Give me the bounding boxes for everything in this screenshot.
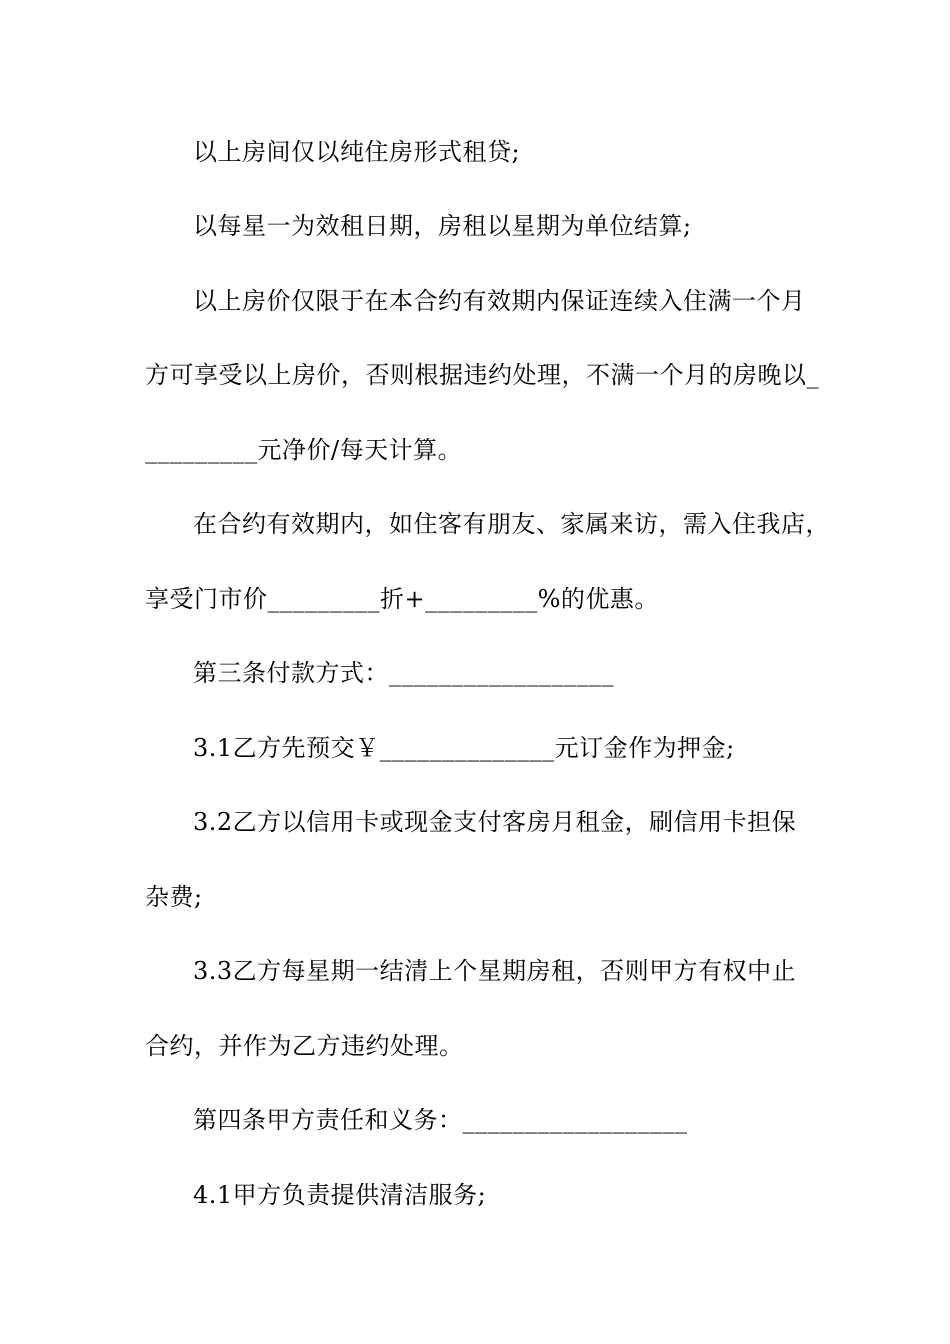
paragraph-price-condition-line1: 以上房价仅限于在本合约有效期内保证连续入住满一个月 [193,287,806,315]
section-heading-party-a-duties: 第四条甲方责任和义务：__________________ [193,1106,688,1134]
section-heading-payment: 第三条付款方式：__________________ [193,659,614,687]
paragraph-price-condition-line2: 方可享受以上房价，否则根据违约处理，不满一个月的房晚以_ [145,361,819,389]
clause-3-3-line1: 3.3乙方每星期一结清上个星期房租，否则甲方有权中止 [193,957,797,985]
paragraph-rent-period: 以每星一为效租日期，房租以星期为单位结算; [193,212,692,240]
clause-3-1: 3.1乙方先预交￥______________元订金作为押金; [193,734,735,762]
paragraph-price-condition-line3: _________元净价/每天计算。 [145,436,463,464]
clause-4-1: 4.1甲方负责提供清洁服务; [193,1181,487,1209]
paragraph-visitors-line2: 享受门市价_________折+_________%的优惠。 [145,585,659,613]
clause-3-2-line2: 杂费; [145,883,203,911]
clause-3-3-line2: 合约，并作为乙方违约处理。 [145,1032,464,1060]
paragraph-visitors-line1: 在合约有效期内，如住客有朋友、家属来访，需入住我店， [193,510,830,538]
clause-3-2-line1: 3.2乙方以信用卡或现金支付客房月租金，刷信用卡担保 [193,808,797,836]
paragraph-room-usage: 以上房间仅以纯住房形式租贷; [193,138,521,166]
